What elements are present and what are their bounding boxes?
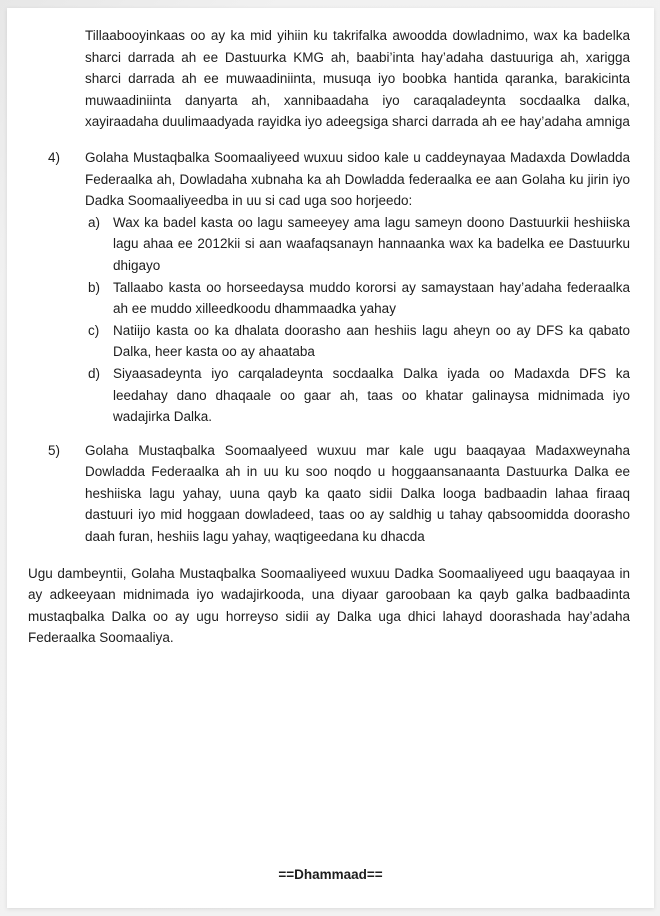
sub-item-a-text: Wax ka badel kasta oo lagu sameeyey ama lagu sameyn doono Dastuurkii heshiiska lagu ahaa ee 2012kii si aan waafaqsanayn hannaanka wax ka badelka ee Dastuurku dhigayo bbox=[113, 214, 630, 273]
sub-item-a-marker: a) bbox=[88, 214, 101, 230]
document-page bbox=[7, 8, 654, 908]
sub-item-a bbox=[85, 212, 630, 277]
sub-item-d-marker: d) bbox=[88, 365, 101, 381]
document-content bbox=[28, 25, 630, 649]
numbered-item-5 bbox=[28, 440, 630, 548]
closing-paragraph: Ugu dambeyntii, Golaha Mustaqbalka Soomaaliyeed wuxuu Dadka Soomaaliyeed ugu baaqayaa in ay adkeeyaan midnimada iyo wadajirkooda, una diyaar garoobaan ka qayb galka badbaadinta mustaqbalka Dalka oo ay ugu horreyso sidii ay Dalka uga dhici lahayd doorashada hay’adaha Federaalka Soomaaliya. bbox=[28, 565, 630, 646]
sub-item-b bbox=[85, 277, 630, 320]
numbered-item-4-marker: 4) bbox=[48, 149, 61, 165]
continuation-paragraph: Tillaabooyinkaas oo ay ka mid yihiin ku takrifalka awoodda dowladnimo, wax ka badelka sharci darrada ah ee Dastuurka KMG ah, baabi’inta hay’adaha dastuuriga ah, xarigga sharci darrada ah ee muwaadiniinta, musuqa iyo boobka hantida qaranka, barakicinta muwaadiniinta danyarta ah, xannibaadaha iyo caraqaladeynta socdaalka dalka, xayiraadaha duulimaadyada rayidka iyo adeegsiga sharci darrada ah ee hay’adaha amniga bbox=[85, 28, 630, 130]
sub-item-d-text: Siyaasadeynta iyo carqaladeynta socdaalka Dalka iyada oo Madaxda DFS ka leedahay dano dhaqaale oo gaar ah, taas oo khatar galinaysa midnimada iyo wadajirka Dalka. bbox=[113, 365, 630, 425]
sub-item-d bbox=[85, 363, 630, 428]
sub-item-c bbox=[85, 320, 630, 363]
sub-item-c-text: Natiijo kasta oo ka dhalata doorasho aan heshiis lagu aheyn oo ay DFS ka qabato Dalka, heer kasta oo ay ahaataba bbox=[113, 322, 630, 360]
numbered-item-5-body bbox=[85, 440, 630, 548]
numbered-item-4-body bbox=[85, 147, 630, 428]
sub-item-c-marker: c) bbox=[88, 322, 100, 338]
end-marker: ==Dhammaad== bbox=[278, 867, 383, 882]
numbered-item-5-text: Golaha Mustaqbalka Soomaalyeed wuxuu mar kale ugu baaqayaa Madaxweynaha Dowladda Federaalka ah in uu ku soo noqdo u hoggaansanaanta Dastuurka Dalka ee heshiiska lagu yahay, uuna qayb ka qaato sidii Dalka looga badbaadin lahaa firaaq dastuuri iyo mid hoggaan dowladeed, taas oo ay saldhig u tahay qabsoomidda doorasho daah furan, heshiis lagu yahay, waqtigeedana ku dhacda bbox=[85, 442, 630, 545]
numbered-item-5-marker: 5) bbox=[48, 442, 61, 458]
sub-item-b-text: Tallaabo kasta oo horseedaysa muddo kororsi ay samaystaan hay’adaha federaalka ah ee muddo xilleedkoodu dhammaadka yahay bbox=[113, 279, 630, 317]
sub-item-b-marker: b) bbox=[88, 279, 101, 295]
numbered-item-4 bbox=[28, 147, 630, 428]
numbered-item-4-text: Golaha Mustaqbalka Soomaaliyeed wuxuu sidoo kale u caddeynayaa Madaxda Dowladda Federaalka ah, Dowladaha xubnaha ka ah Dowladda federaalka ee aan Golaha ku jirin iyo Dadka Soomaaliyeedba in uu si cad uga soo horjeedo: bbox=[85, 149, 630, 209]
